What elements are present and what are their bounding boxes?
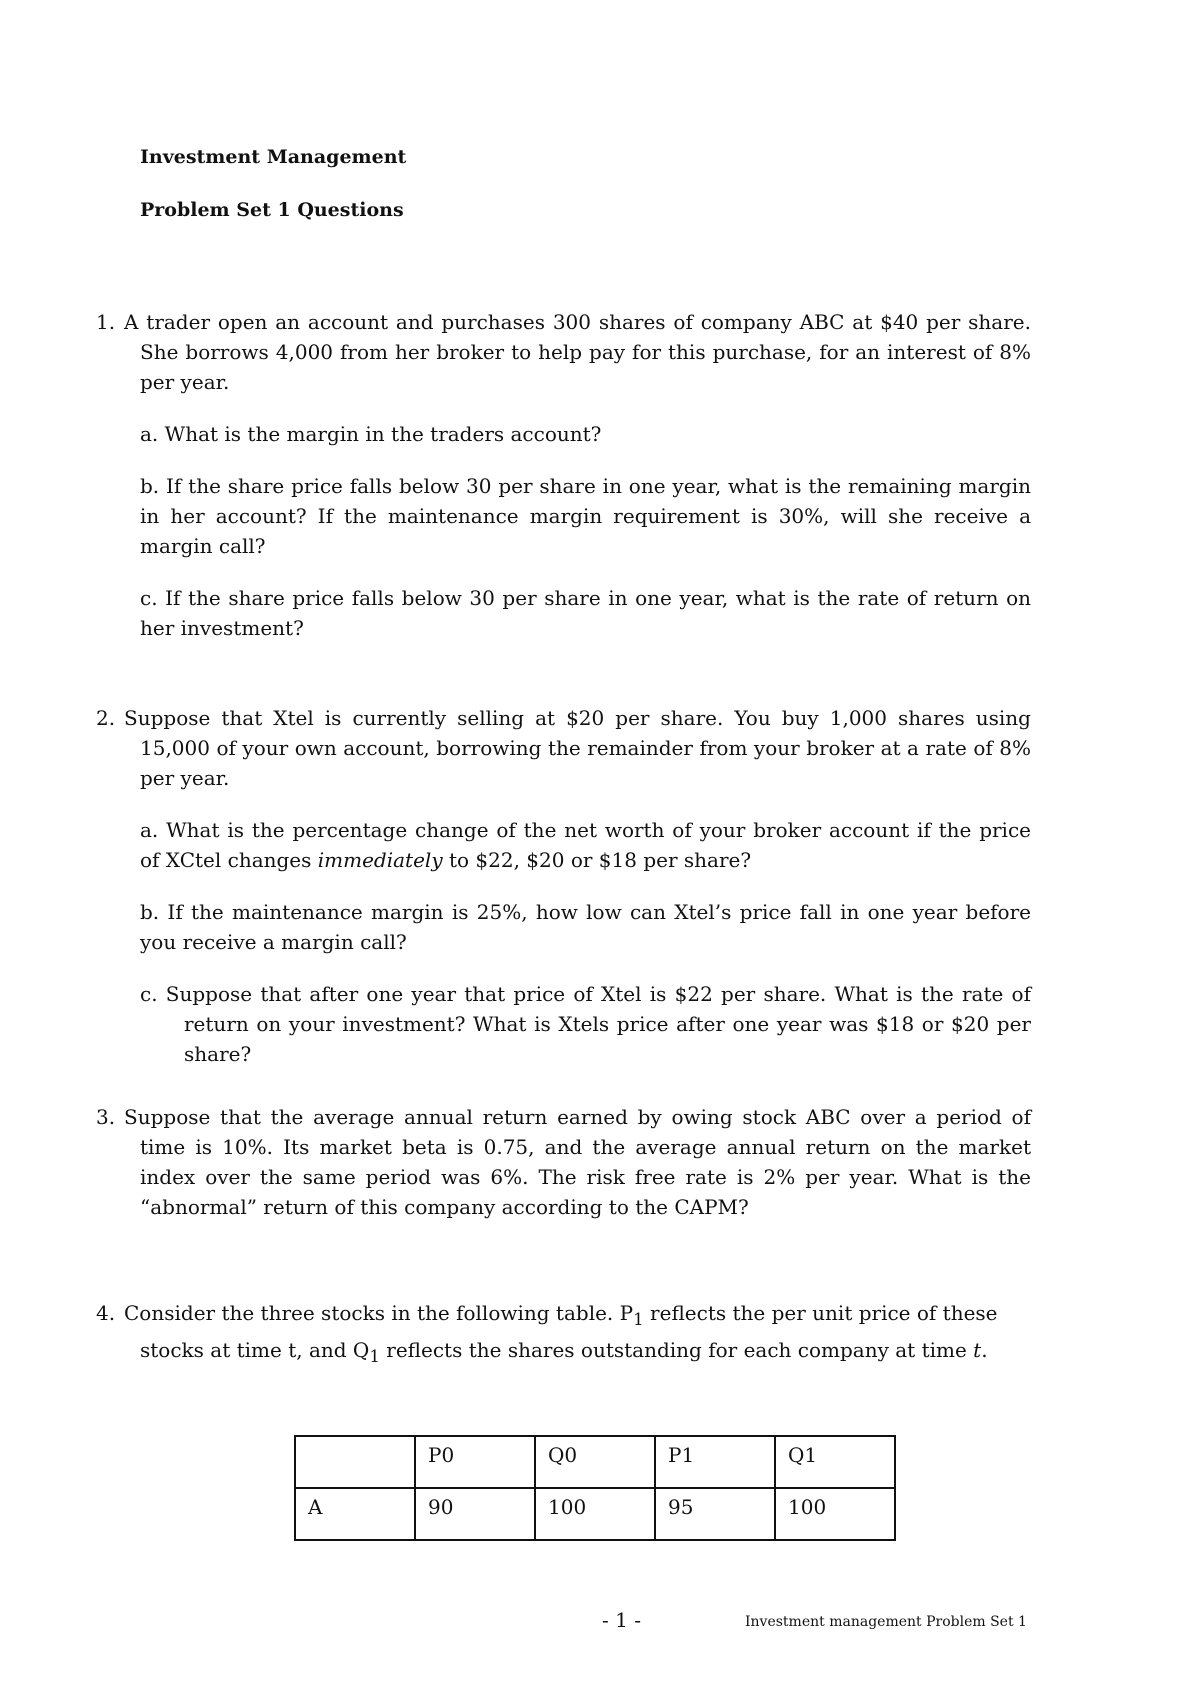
question-text: Suppose that the average annual return earned by owing stock ABC over a period of time is 10%. Its market beta is 0.75, and the average annual return on the market index over the same period was 6%. The risk free rate is 2% per year. What is the “abnormal” return of this company according to the CAPM?: [124, 1105, 1031, 1219]
question-text: reflects the shares outstanding for each company at time: [379, 1338, 974, 1362]
part-text: to $22, $20 or $18 per share?: [442, 848, 752, 872]
question-2: [96, 703, 1031, 1069]
question-2-part-a: [140, 815, 1031, 875]
table-cell: A: [295, 1488, 415, 1540]
table-header-cell: Q0: [535, 1436, 655, 1488]
question-text: Consider the three stocks in the following table. P: [124, 1301, 634, 1325]
subscript: 1: [369, 1347, 380, 1366]
question-3: [96, 1102, 1031, 1222]
footer-label: Investment management Problem Set 1: [745, 1614, 1027, 1630]
question-text: A trader open an account and purchases 300 shares of company ABC at $40 per share. She borrows 4,000 from her broker to help pay for this purchase, for an interest of 8% per year.: [124, 310, 1031, 394]
table-header-cell: [295, 1436, 415, 1488]
document-title: Investment Management: [140, 146, 407, 168]
stock-table: [294, 1435, 896, 1541]
table-cell: 100: [775, 1488, 895, 1540]
question-4: [96, 1298, 1031, 1372]
emphasis-text: immediately: [317, 848, 443, 872]
question-1-stem: [96, 307, 1031, 397]
question-text: Suppose that Xtel is currently selling at $20 per share. You buy 1,000 shares using 15,000 of your own account, borrowing the remainder from your broker at a rate of 8% per year.: [124, 706, 1031, 790]
emphasis-text: t: [973, 1338, 982, 1362]
question-number: 3.: [96, 1105, 116, 1129]
subscript: 1: [633, 1310, 644, 1329]
table-header-cell: P1: [655, 1436, 775, 1488]
document-subtitle: Problem Set 1 Questions: [140, 199, 404, 221]
table-cell: 95: [655, 1488, 775, 1540]
question-number: 4.: [96, 1301, 116, 1325]
table-header-cell: P0: [415, 1436, 535, 1488]
question-1-part-a: a. What is the margin in the traders account?: [140, 422, 602, 446]
question-2-part-b: b. If the maintenance margin is 25%, how low can Xtel’s price fall in one year before you receive a margin call?: [140, 900, 1031, 954]
page-number: - 1 -: [602, 1608, 641, 1632]
table-row: [295, 1488, 895, 1540]
table-header-cell: Q1: [775, 1436, 895, 1488]
part-text: a. What is the percentage change of the net worth of your broker account if the price of XCtel changes: [140, 818, 1031, 872]
question-1-part-b: b. If the share price falls below 30 per share in one year, what is the remaining margin in her account? If the maintenance margin requirement is 30%, will she receive a margin call?: [140, 474, 1031, 558]
question-number: 2.: [96, 706, 116, 730]
question-2-stem: [96, 703, 1031, 793]
question-number: 1.: [96, 310, 116, 334]
question-text: .: [981, 1338, 988, 1362]
question-4-stem: [96, 1298, 1031, 1372]
table-cell: 90: [415, 1488, 535, 1540]
question-2-part-c: c. Suppose that after one year that price of Xtel is $22 per share. What is the rate of return on your investment? What is Xtels price after one year was $18 or $20 per share?: [140, 982, 1031, 1066]
question-1: [96, 307, 1031, 643]
table-cell: 100: [535, 1488, 655, 1540]
question-1-part-c: c. If the share price falls below 30 per share in one year, what is the rate of return on her investment?: [140, 586, 1031, 640]
question-3-stem: [96, 1102, 1031, 1222]
question-text: reflects the per unit price of these stocks at time t, and Q: [140, 1301, 998, 1362]
table-header-row: [295, 1436, 895, 1488]
